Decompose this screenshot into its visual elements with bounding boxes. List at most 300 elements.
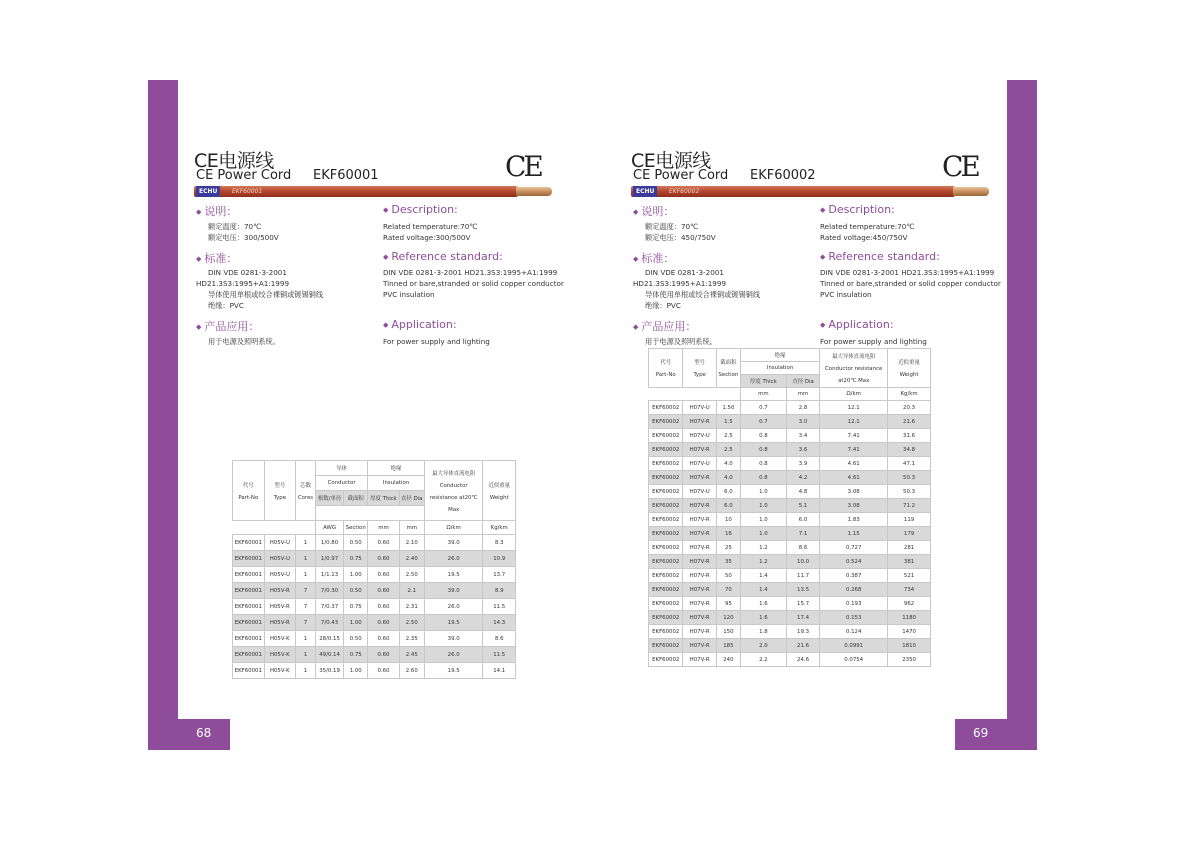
table-cell: H07V-U: [683, 485, 716, 499]
diamond-bullet-icon: ◆: [383, 321, 389, 329]
table-cell: 3.0: [786, 415, 819, 429]
table-row: [233, 663, 516, 679]
col-header-thick: 厚度 Thick: [740, 375, 786, 388]
table-cell: H07V-R: [683, 597, 716, 611]
table-cell: 50: [716, 569, 740, 583]
table-cell: EKF60001: [233, 615, 265, 631]
table-cell: 2.10: [399, 535, 424, 551]
table-cell: 8.6: [786, 541, 819, 555]
table-cell: H07V-R: [683, 569, 716, 583]
table-cell: 8.6: [483, 631, 516, 647]
application-en-heading: ◆ Application:: [820, 318, 894, 331]
description-en-heading: ◆ Description:: [820, 203, 895, 216]
table-cell: 12.1: [820, 415, 888, 429]
table-cell: 0.60: [368, 535, 399, 551]
diamond-bullet-icon: ◆: [820, 321, 826, 329]
table-cell: 0.193: [820, 597, 888, 611]
table-row: [649, 569, 931, 583]
table-cell: 0.60: [368, 599, 399, 615]
table-cell: 1470: [888, 625, 931, 639]
table-cell: EKF60002: [649, 639, 683, 653]
col-header-insulation-cn: 绝缘: [740, 349, 819, 362]
description-cn-heading: ◆ 说明：: [196, 205, 238, 218]
table-cell: H07V-R: [683, 653, 716, 667]
table-cell: H07V-R: [683, 471, 716, 485]
table-cell: EKF60002: [649, 653, 683, 667]
table-cell: H05V-U: [264, 551, 295, 567]
table-cell: EKF60002: [649, 485, 683, 499]
table-cell: 1.2: [740, 555, 786, 569]
col-header-type: 型号 Type: [683, 349, 716, 388]
diamond-bullet-icon: ◆: [383, 206, 389, 214]
standard-en-line: Tinned or bare,stranded or solid copper conductor: [820, 279, 1001, 288]
table-cell: H07V-R: [683, 555, 716, 569]
table-row: [649, 625, 931, 639]
table-cell: 2.2: [740, 653, 786, 667]
table-cell: 1.0: [740, 499, 786, 513]
product-title-cn: CE电源线: [631, 150, 711, 172]
table-cell: 0.8: [740, 443, 786, 457]
table-cell: 2350: [888, 653, 931, 667]
table-cell: 0.60: [368, 551, 399, 567]
table-cell: 14.3: [483, 615, 516, 631]
table-cell: 1: [296, 567, 316, 583]
table-cell: 7.41: [820, 443, 888, 457]
table-cell: 7/0.37: [315, 599, 343, 615]
table-cell: 240: [716, 653, 740, 667]
table-cell: 2.50: [399, 615, 424, 631]
table-cell: 2.45: [399, 647, 424, 663]
standard-cn-line: DIN VDE 0281-3-2001: [208, 268, 287, 277]
table-cell: 120: [716, 611, 740, 625]
table-cell: 35: [716, 555, 740, 569]
table-row: [233, 599, 516, 615]
table-cell: 0.50: [344, 535, 368, 551]
table-cell: 3.4: [786, 429, 819, 443]
table-row: [233, 647, 516, 663]
right-page-side-bar: [1007, 80, 1037, 750]
table-cell: 20.3: [888, 401, 931, 415]
diamond-bullet-icon: ◆: [383, 253, 389, 261]
table-cell: H05V-R: [264, 583, 295, 599]
page-number-right: 69: [973, 726, 989, 740]
table-cell: H05V-R: [264, 615, 295, 631]
standard-cn-line: 绝缘：PVC: [645, 301, 681, 310]
unit-mm: mm: [740, 388, 786, 401]
table-cell: 95: [716, 597, 740, 611]
table-cell: 1180: [888, 611, 931, 625]
table-cell: 179: [888, 527, 931, 541]
table-cell: EKF60002: [649, 443, 683, 457]
table-cell: 1.50: [716, 401, 740, 415]
table-cell: 34.8: [888, 443, 931, 457]
table-cell: 7/0.30: [315, 583, 343, 599]
table-cell: 10.0: [786, 555, 819, 569]
table-cell: 70: [716, 583, 740, 597]
col-header-insulation-en: Insulation: [368, 476, 425, 491]
table-cell: H07V-R: [683, 639, 716, 653]
table-cell: 2.31: [399, 599, 424, 615]
table-cell: H05V-R: [264, 599, 295, 615]
table-row: [233, 615, 516, 631]
table-cell: 1.00: [344, 615, 368, 631]
table-row: [233, 567, 516, 583]
application-cn-line: 用于电源及照明系统。: [645, 337, 717, 346]
table-cell: 1.0: [740, 513, 786, 527]
table-cell: H05V-U: [264, 567, 295, 583]
table-cell: 1: [296, 551, 316, 567]
table-cell: 0.7: [740, 401, 786, 415]
description-en-heading: ◆ Description:: [383, 203, 458, 216]
table-cell: 1: [296, 647, 316, 663]
application-en-line: For power supply and lighting: [383, 337, 490, 346]
table-cell: 4.0: [716, 457, 740, 471]
table-cell: EKF60002: [649, 499, 683, 513]
table-cell: 11.5: [483, 599, 516, 615]
standard-cn-heading: ◆ 标准：: [196, 252, 238, 265]
table-cell: 3.08: [820, 499, 888, 513]
table-cell: 0.60: [368, 583, 399, 599]
table-row: [233, 535, 516, 551]
description-cn-line: 额定温度：70℃: [208, 222, 262, 231]
application-en-line: For power supply and lighting: [820, 337, 927, 346]
table-row: [233, 551, 516, 567]
standard-en-heading: ◆ Reference standard:: [383, 250, 503, 263]
cable-print-text: EKF60002: [669, 188, 700, 195]
table-cell: H07V-R: [683, 611, 716, 625]
table-cell: 1: [296, 535, 316, 551]
table-cell: 19.5: [424, 615, 483, 631]
standard-en-line: DIN VDE 0281-3-2001 HD21.3S3:1995+A1:1999: [820, 268, 995, 277]
table-cell: 185: [716, 639, 740, 653]
table-cell: EKF60001: [233, 631, 265, 647]
table-cell: 12.1: [820, 401, 888, 415]
table-cell: H07V-R: [683, 625, 716, 639]
table-cell: 0.7: [740, 415, 786, 429]
standard-cn-heading: ◆ 标准：: [633, 252, 675, 265]
col-header-insulation-en: Insulation: [740, 362, 819, 375]
table-cell: EKF60001: [233, 567, 265, 583]
table-cell: H07V-U: [683, 429, 716, 443]
table-cell: 1.6: [740, 611, 786, 625]
table-cell: EKF60002: [649, 457, 683, 471]
table-cell: 15.7: [786, 597, 819, 611]
table-cell: 31.6: [888, 429, 931, 443]
table-cell: EKF60002: [649, 541, 683, 555]
cable-copper-end: [953, 187, 989, 196]
table-row: [649, 415, 931, 429]
table-cell: EKF60002: [649, 401, 683, 415]
table-cell: 2.50: [399, 567, 424, 583]
table-cell: 1.8: [740, 625, 786, 639]
table-cell: 7.1: [786, 527, 819, 541]
table-row: [649, 471, 931, 485]
table-row: [649, 597, 931, 611]
product-code: EKF60001: [313, 168, 379, 183]
table-cell: 0.8: [740, 429, 786, 443]
table-cell: 4.8: [786, 485, 819, 499]
cable-print-text: EKF60001: [232, 188, 263, 195]
col-header-section: 截面积: [344, 491, 368, 506]
table-cell: 21.6: [888, 415, 931, 429]
table-cell: 0.0754: [820, 653, 888, 667]
col-header-conductor-en: Conductor: [315, 476, 367, 491]
col-header-type: 型号 Type: [264, 461, 295, 521]
table-cell: 0.75: [344, 647, 368, 663]
table-cell: 2.35: [399, 631, 424, 647]
right-page-number-tab: [955, 719, 1037, 750]
table-cell: 13.7: [483, 567, 516, 583]
table-cell: 5.1: [786, 499, 819, 513]
table-cell: 3.6: [786, 443, 819, 457]
col-header-cores: 芯数 Cores: [296, 461, 316, 521]
table-cell: 10: [716, 513, 740, 527]
standard-en-line: PVC insulation: [383, 290, 435, 299]
table-cell: 2.40: [399, 551, 424, 567]
diamond-bullet-icon: ◆: [196, 255, 202, 263]
table-cell: 0.8: [740, 457, 786, 471]
table-cell: 1.83: [820, 513, 888, 527]
table-cell: EKF60002: [649, 583, 683, 597]
table-cell: 0.268: [820, 583, 888, 597]
table-cell: H07V-R: [683, 527, 716, 541]
table-row: [649, 541, 931, 555]
col-header-part-no: 代号 Part-No: [649, 349, 683, 388]
table-cell: H05V-K: [264, 663, 295, 679]
table-row: [649, 485, 931, 499]
diamond-bullet-icon: ◆: [633, 323, 639, 331]
table-row: [649, 555, 931, 569]
unit-mm: mm: [786, 388, 819, 401]
table-cell: 1.4: [740, 569, 786, 583]
table-cell: H07V-R: [683, 499, 716, 513]
product-title-cn: CE电源线: [194, 150, 274, 172]
table-cell: 1.4: [740, 583, 786, 597]
table-cell: EKF60002: [649, 471, 683, 485]
table-cell: 21.6: [786, 639, 819, 653]
table-row: [233, 583, 516, 599]
product-code: EKF60002: [750, 168, 816, 183]
standard-cn-line: 绝缘：PVC: [208, 301, 244, 310]
table-cell: 6.0: [716, 499, 740, 513]
table-cell: 2.60: [399, 663, 424, 679]
table-cell: EKF60001: [233, 663, 265, 679]
table-cell: 7: [296, 599, 316, 615]
table-cell: H07V-R: [683, 583, 716, 597]
ce-mark-icon: CE: [942, 150, 978, 183]
table-cell: 119: [888, 513, 931, 527]
table-cell: 6.0: [786, 513, 819, 527]
table-cell: 2.8: [786, 401, 819, 415]
col-header-section: 截面积 Section: [716, 349, 740, 388]
table-cell: 0.60: [368, 647, 399, 663]
description-en-line: Related temperature:70℃: [383, 222, 478, 231]
table-cell: 0.50: [344, 583, 368, 599]
table-cell: 10.9: [483, 551, 516, 567]
table-cell: EKF60002: [649, 429, 683, 443]
table-cell: 50.3: [888, 471, 931, 485]
left-page-side-bar: [148, 80, 178, 750]
diamond-bullet-icon: ◆: [820, 206, 826, 214]
table-cell: EKF60001: [233, 583, 265, 599]
table-cell: 3.9: [786, 457, 819, 471]
table-cell: 0.60: [368, 631, 399, 647]
table-cell: 7.41: [820, 429, 888, 443]
description-en-line: Rated voltage:450/750V: [820, 233, 908, 242]
table-cell: 1/0.97: [315, 551, 343, 567]
unit-kg-km: Kg/km: [483, 521, 516, 535]
table-cell: EKF60002: [649, 597, 683, 611]
table-cell: 39.0: [424, 631, 483, 647]
standard-cn-line: DIN VDE 0281-3-2001: [645, 268, 724, 277]
table-cell: H07V-U: [683, 401, 716, 415]
table-row: [649, 429, 931, 443]
table-row: [649, 653, 931, 667]
table-cell: 26.0: [424, 599, 483, 615]
table-cell: 28/0.15: [315, 631, 343, 647]
standard-en-line: Tinned or bare,stranded or solid copper conductor: [383, 279, 564, 288]
table-cell: 7: [296, 615, 316, 631]
col-header-strands: 根数/单径: [315, 491, 343, 506]
page-number-left: 68: [196, 726, 212, 740]
table-cell: 1.6: [740, 597, 786, 611]
standard-cn-line: HD21.3S3:1995+A1:1999: [196, 279, 290, 288]
col-header-part-no: 代号 Part-No: [233, 461, 265, 521]
table-cell: 0.727: [820, 541, 888, 555]
table-cell: 71.2: [888, 499, 931, 513]
table-cell: 19.5: [424, 567, 483, 583]
table-cell: 0.124: [820, 625, 888, 639]
table-cell: 4.61: [820, 457, 888, 471]
table-row: [649, 611, 931, 625]
table-row: [649, 527, 931, 541]
spec-table-left: [232, 460, 516, 679]
table-row: [649, 499, 931, 513]
table-cell: 0.60: [368, 663, 399, 679]
table-cell: 1.00: [344, 663, 368, 679]
table-cell: 24.6: [786, 653, 819, 667]
table-cell: 521: [888, 569, 931, 583]
unit-awg: AWG: [315, 521, 343, 535]
table-cell: 1.0: [740, 485, 786, 499]
unit-section: Section: [344, 521, 368, 535]
table-cell: 17.4: [786, 611, 819, 625]
table-cell: 7/0.43: [315, 615, 343, 631]
table-cell: 8.9: [483, 583, 516, 599]
description-en-line: Related temperature:70℃: [820, 222, 915, 231]
table-cell: 1/1.13: [315, 567, 343, 583]
table-cell: 1.00: [344, 567, 368, 583]
table-cell: 1.5: [716, 415, 740, 429]
diamond-bullet-icon: ◆: [633, 208, 639, 216]
table-cell: EKF60001: [233, 551, 265, 567]
table-cell: EKF60002: [649, 415, 683, 429]
unit-mm: mm: [399, 521, 424, 535]
diamond-bullet-icon: ◆: [820, 253, 826, 261]
table-cell: 47.1: [888, 457, 931, 471]
table-cell: 3.08: [820, 485, 888, 499]
table-cell: 0.524: [820, 555, 888, 569]
table-cell: EKF60002: [649, 527, 683, 541]
cable-logo: ECHU: [633, 186, 657, 197]
table-cell: 35/0.19: [315, 663, 343, 679]
table-cell: 1810: [888, 639, 931, 653]
table-cell: 2.5: [716, 429, 740, 443]
table-cell: 0.75: [344, 551, 368, 567]
table-cell: 1/0.80: [315, 535, 343, 551]
standard-en-line: PVC insulation: [820, 290, 872, 299]
table-cell: EKF60002: [649, 611, 683, 625]
application-cn-heading: ◆ 产品应用：: [196, 320, 260, 333]
table-cell: 0.75: [344, 599, 368, 615]
table-cell: 1.2: [740, 541, 786, 555]
table-cell: H05V-K: [264, 631, 295, 647]
spec-table-right: [648, 348, 931, 667]
table-cell: H07V-R: [683, 415, 716, 429]
col-header-dia: 直径 Dia: [786, 375, 819, 388]
table-cell: 1: [296, 631, 316, 647]
table-cell: EKF60001: [233, 599, 265, 615]
table-cell: EKF60002: [649, 513, 683, 527]
table-row: [233, 631, 516, 647]
table-cell: H05V-U: [264, 535, 295, 551]
standard-cn-line: 导体使用单根或绞合裸铜或镀锡铜线: [208, 290, 324, 299]
table-cell: 8.3: [483, 535, 516, 551]
col-header-resistance: 最大导体直流电阻 Conductor resistance at20℃ Max: [820, 349, 888, 388]
col-header-insulation-cn: 绝缘: [368, 461, 425, 476]
table-cell: 0.153: [820, 611, 888, 625]
table-cell: 150: [716, 625, 740, 639]
table-cell: EKF60001: [233, 535, 265, 551]
table-cell: 6.0: [716, 485, 740, 499]
product-title-en: CE Power Cord: [633, 168, 729, 183]
table-cell: 26.0: [424, 647, 483, 663]
table-cell: 7: [296, 583, 316, 599]
table-cell: 11.7: [786, 569, 819, 583]
table-cell: 25: [716, 541, 740, 555]
table-cell: 49/0.14: [315, 647, 343, 663]
table-cell: H07V-R: [683, 541, 716, 555]
table-cell: 4.2: [786, 471, 819, 485]
application-cn-heading: ◆ 产品应用：: [633, 320, 697, 333]
col-header-thick: 厚度 Thick: [368, 491, 399, 506]
diamond-bullet-icon: ◆: [196, 323, 202, 331]
table-cell: 2.5: [716, 443, 740, 457]
table-row: [649, 583, 931, 597]
table-cell: 4.61: [820, 471, 888, 485]
table-cell: 1: [296, 663, 316, 679]
description-cn-line: 额定温度：70℃: [645, 222, 699, 231]
table-cell: 1.15: [820, 527, 888, 541]
table-cell: 281: [888, 541, 931, 555]
table-cell: 2.1: [399, 583, 424, 599]
table-cell: EKF60001: [233, 647, 265, 663]
table-row: [649, 401, 931, 415]
standard-en-line: DIN VDE 0281-3-2001 HD21.3S3:1995+A1:1999: [383, 268, 558, 277]
table-cell: 16: [716, 527, 740, 541]
table-cell: H07V-R: [683, 513, 716, 527]
diamond-bullet-icon: ◆: [633, 255, 639, 263]
table-cell: 962: [888, 597, 931, 611]
table-row: [649, 457, 931, 471]
table-cell: 381: [888, 555, 931, 569]
table-cell: 1.0: [740, 527, 786, 541]
unit-kg-km: Kg/km: [888, 388, 931, 401]
table-row: [649, 443, 931, 457]
description-cn-line: 额定电压：450/750V: [645, 233, 716, 242]
table-cell: EKF60002: [649, 625, 683, 639]
standard-en-heading: ◆ Reference standard:: [820, 250, 940, 263]
